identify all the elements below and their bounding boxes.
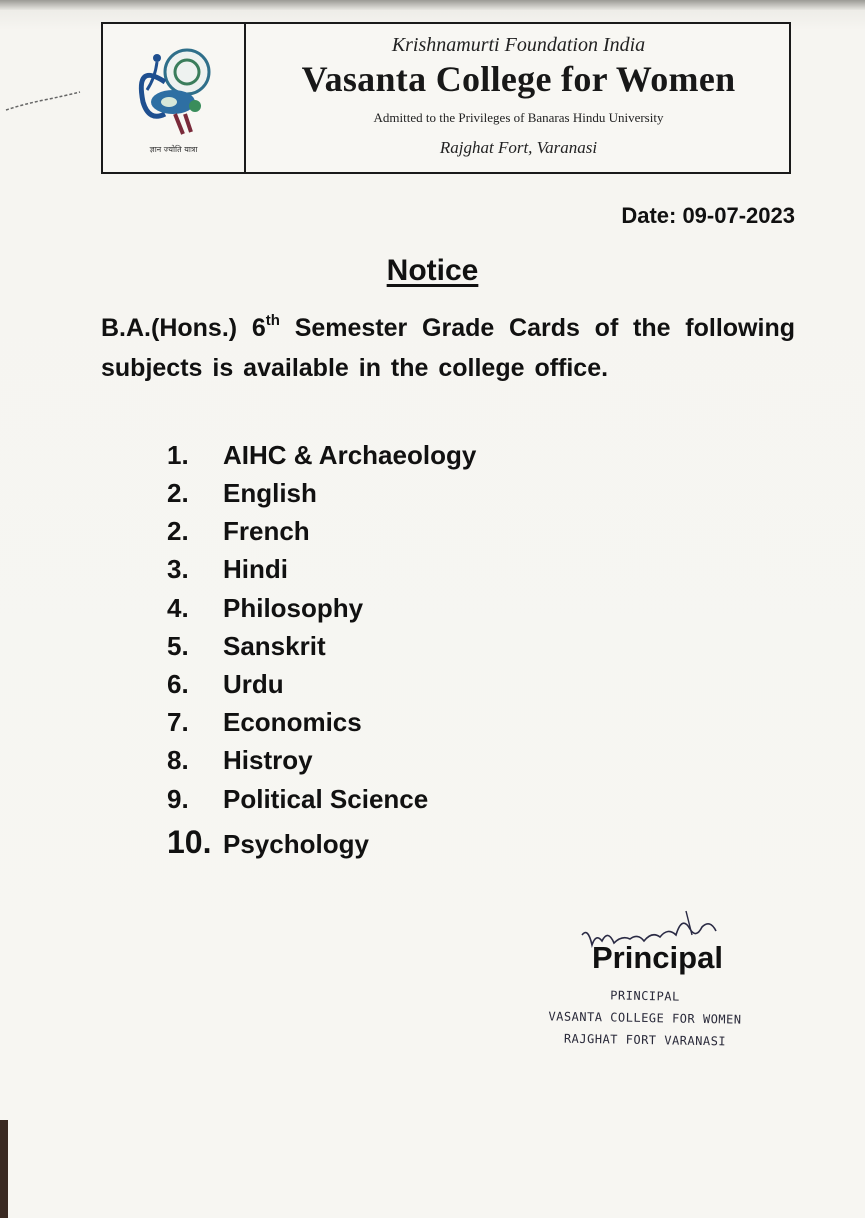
list-item: [167, 669, 284, 700]
item-label: Political Science: [223, 784, 429, 814]
item-number: 9.: [167, 784, 189, 814]
list-item: [167, 554, 288, 585]
principal-stamp: [500, 985, 790, 1051]
item-number: 10.: [167, 824, 212, 860]
affiliation-text: Admitted to the Privileges of Banaras Hindu University: [373, 110, 664, 125]
item-number: 3.: [167, 554, 189, 584]
notice-body: [101, 308, 795, 388]
scan-shadow: [0, 0, 865, 10]
ink-smudge-icon: [4, 88, 84, 118]
item-number: 1.: [167, 440, 189, 470]
college-name: Vasanta College for Women: [301, 59, 736, 99]
item-number: 7.: [167, 707, 189, 737]
scan-edge: [0, 1120, 8, 1218]
list-item: [167, 631, 326, 662]
item-number: 2.: [167, 478, 189, 508]
list-item: [167, 824, 369, 861]
body-suffix: Semester Grade Cards of the following subjects is available in the college office.: [101, 314, 795, 382]
principal-title: Principal: [592, 940, 723, 975]
stamp-line: VASANTA COLLEGE FOR WOMEN: [548, 1009, 742, 1027]
item-label: Economics: [223, 707, 362, 737]
list-item: [167, 784, 428, 815]
item-number: 4.: [167, 593, 189, 623]
item-label: Hindi: [223, 554, 288, 584]
logo-caption: ज्ञान ज्योति यात्रा: [149, 145, 198, 154]
list-item: [167, 593, 363, 624]
stamp-line: RAJGHAT FORT VARANASI: [563, 1031, 727, 1049]
list-item: [167, 478, 317, 509]
body-prefix: B.A.(Hons.) 6: [101, 314, 266, 342]
letterhead: [101, 22, 791, 174]
item-number: 5.: [167, 631, 189, 661]
item-label: Psychology: [223, 829, 369, 859]
item-label: Urdu: [223, 669, 284, 699]
list-item: [167, 516, 310, 547]
item-label: French: [223, 516, 310, 546]
notice-title: Notice: [386, 254, 479, 287]
body-superscript: th: [265, 312, 280, 329]
item-label: English: [223, 478, 317, 508]
logo-cell: [103, 24, 246, 172]
item-number: 6.: [167, 669, 189, 699]
item-label: Philosophy: [223, 593, 364, 623]
item-label: Sanskrit: [223, 631, 326, 661]
item-label: Histroy: [223, 745, 313, 775]
notice-date: Date: 09-07-2023: [621, 203, 795, 228]
list-item: [167, 707, 362, 738]
list-item: [167, 745, 313, 776]
list-item: [167, 440, 476, 471]
peacock-emblem-icon: [125, 42, 225, 142]
item-number: 8.: [167, 745, 189, 775]
item-label: AIHC & Archaeology: [223, 440, 477, 470]
foundation-name: Krishnamurti Foundation India: [391, 34, 646, 56]
stamp-line: PRINCIPAL: [610, 988, 680, 1004]
item-number: 2.: [167, 516, 189, 546]
address-text: Rajghat Fort, Varanasi: [439, 138, 598, 157]
